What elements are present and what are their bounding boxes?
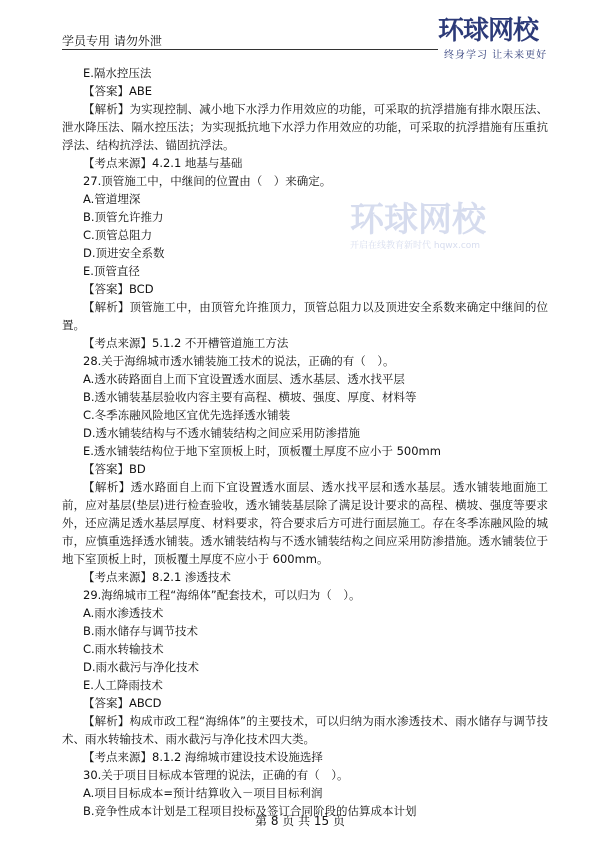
option: C.雨水转输技术 bbox=[83, 642, 164, 656]
option: B.雨水储存与调节技术 bbox=[83, 624, 199, 638]
answer: 【答案】ABCD bbox=[83, 696, 162, 710]
option: A.管道埋深 bbox=[83, 192, 141, 206]
source: 【考点来源】5.1.2 不开槽管道施工方法 bbox=[83, 336, 289, 350]
answer: 【答案】ABE bbox=[83, 84, 153, 98]
option: C.顶管总阻力 bbox=[83, 228, 153, 242]
option: E.顶管直径 bbox=[83, 264, 140, 278]
option: E.透水铺装结构位于地下室顶板上时，顶板覆土厚度不应小于 500mm bbox=[83, 444, 441, 458]
option: C.冬季冻融风险地区宜优先选择透水铺装 bbox=[83, 408, 291, 422]
logo-slogan: 终身学习 让未来更好 bbox=[444, 50, 548, 61]
source: 【考点来源】4.2.1 地基与基础 bbox=[83, 156, 243, 170]
document-body bbox=[62, 64, 548, 820]
option: B.透水铺装基层验收内容主要有高程、横坡、强度、厚度、材料等 bbox=[83, 390, 417, 404]
option: A.项目目标成本=预计结算收入－项目目标利润 bbox=[83, 786, 323, 800]
option: B.顶管允许推力 bbox=[83, 210, 164, 224]
analysis: 【解析】为实现控制、减小地下水浮力作用效应的功能，可采取的抗浮措施有排水限压法、泄水降压法、隔水控压法；为实现抵抗地下水浮力作用效应的功能，可采取的抗浮措施有压重抗浮法、结构抗浮法、锚固抗浮法。 bbox=[62, 102, 548, 152]
option: D.雨水截污与净化技术 bbox=[83, 660, 200, 674]
option: A.雨水渗透技术 bbox=[83, 606, 164, 620]
brand-logo bbox=[438, 16, 548, 61]
option: B.竞争性成本计划是工程项目投标及签订合同阶段的估算成本计划 bbox=[83, 804, 417, 818]
option: E.人工降雨技术 bbox=[83, 678, 163, 692]
analysis: 【解析】顶管施工中，由顶管允许推顶力，顶管总阻力以及顶进安全系数来确定中继间的位置。 bbox=[62, 300, 548, 332]
option: A.透水砖路面自上而下宜设置透水面层、透水基层、透水找平层 bbox=[83, 372, 405, 386]
watermark-text: 环球网校 bbox=[350, 200, 486, 240]
page-number: 第 8 页 共 15 页 bbox=[255, 814, 345, 828]
answer: 【答案】BD bbox=[83, 462, 146, 476]
question-30: 30.关于项目目标成本管理的说法，正确的有（ ）。 bbox=[83, 768, 349, 782]
option: D.顶进安全系数 bbox=[83, 246, 165, 260]
source: 【考点来源】8.1.2 海绵城市建设技术设施选择 bbox=[83, 750, 323, 764]
watermark-sub: 开启在线教育新时代 hqwx.com bbox=[350, 241, 481, 251]
question-27: 27.顶管施工中，中继间的位置由（ ）来确定。 bbox=[83, 174, 332, 188]
analysis: 【解析】透水路面自上而下宜设置透水面层、透水找平层和透水基层。透水铺装地面施工前，应对基层(垫层)进行检查验收，透水铺装基层除了满足设计要求的高程、横坡、强度等要求外，还应满足透水基层厚度、材料要求，符合要求后方可进行面层施工。存在冬季冻融风险的城市，应慎重选择透水铺装。透水铺装结构与不透水铺装结构之间应采用防渗措施。透水铺装位于地下室顶板上时，顶板覆土厚度不应小于 600mm。 bbox=[62, 480, 548, 566]
option: D.透水铺装结构与不透水铺装结构之间应采用防渗措施 bbox=[83, 426, 361, 440]
question-28: 28.关于海绵城市透水铺装施工技术的说法，正确的有（ ）。 bbox=[83, 354, 395, 368]
logo-wordmark: 环球网校 bbox=[438, 16, 539, 46]
answer: 【答案】BCD bbox=[83, 282, 154, 296]
header-notice: 学员专用 请勿外泄 bbox=[62, 34, 162, 48]
question-29: 29.海绵城市工程“海绵体”配套技术，可以归为（ ）。 bbox=[83, 588, 361, 602]
analysis: 【解析】构成市政工程“海绵体”的主要技术，可以归纳为雨水渗透技术、雨水储存与调节技术、雨水转输技术、雨水截污与净化技术四大类。 bbox=[62, 714, 548, 746]
header-divider bbox=[62, 49, 438, 50]
option: E.隔水控压法 bbox=[83, 66, 152, 80]
source: 【考点来源】8.2.1 渗透技术 bbox=[83, 570, 231, 584]
